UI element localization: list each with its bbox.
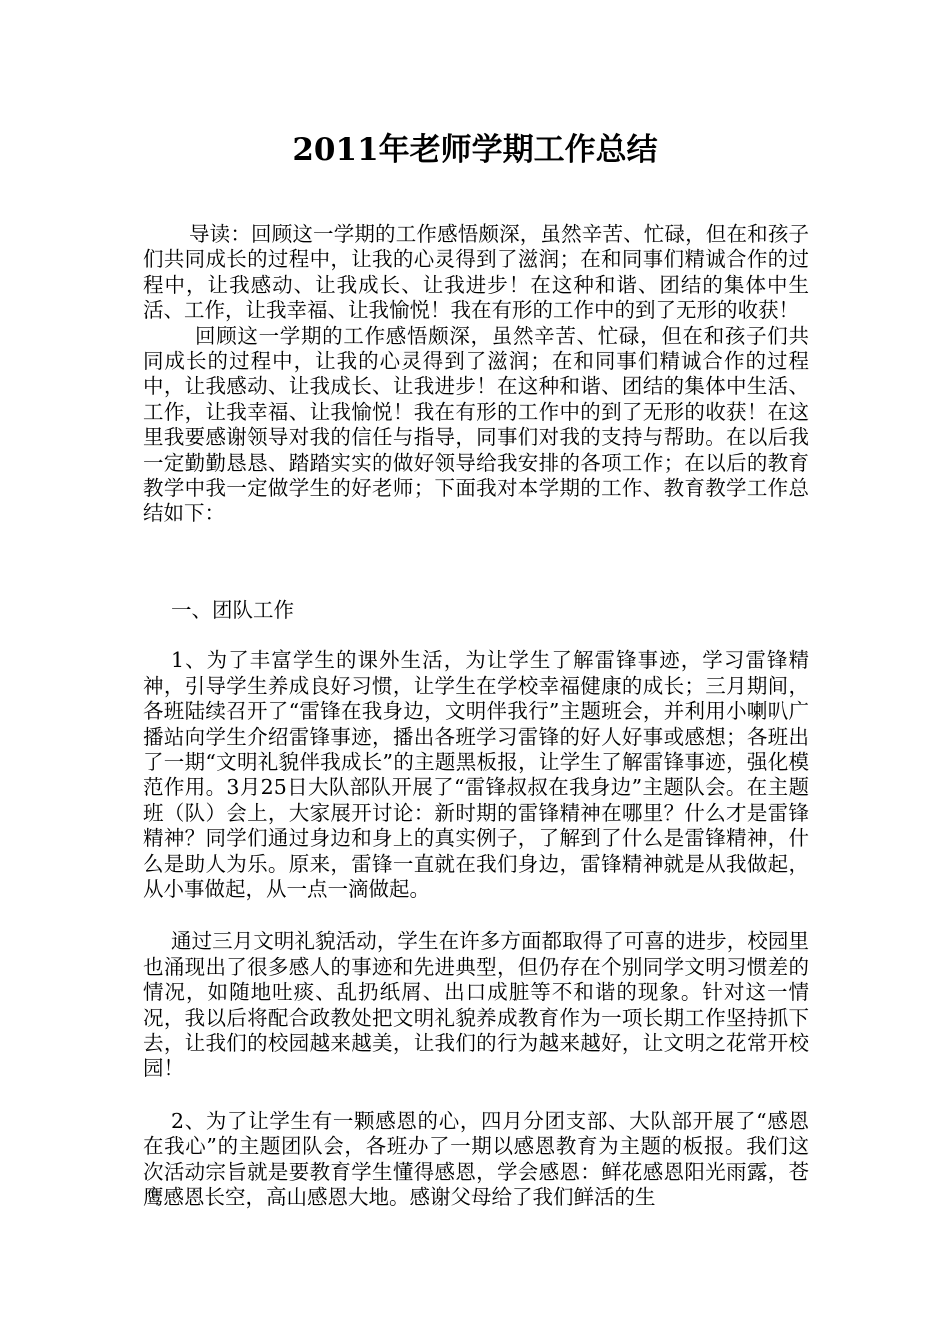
document-body xyxy=(143,222,809,1210)
document-title: 2011年老师学期工作总结 xyxy=(292,132,658,168)
spacer xyxy=(143,902,809,929)
lead-paragraph: 导读：回顾这一学期的工作感悟颇深，虽然辛苦、忙碌，但在和孩子们共同成长的过程中，让我的心灵得到了滋润；在和同事们精诚合作的过程中，让我感动、让我成长、让我进步！在这种和谐、团结的集体中生活、工作，让我幸福、让我愉悦！我在有形的工作中的到了无形的收获！ xyxy=(143,222,809,323)
spacer xyxy=(143,623,809,648)
spacer xyxy=(143,527,809,598)
intro-paragraph: 回顾这一学期的工作感悟颇深，虽然辛苦、忙碌，但在和孩子们共同成长的过程中，让我的心灵得到了滋润；在和同事们精诚合作的过程中，让我感动、让我成长、让我进步！在这种和谐、团结的集体中生活、工作，让我幸福、让我愉悦！我在有形的工作中的到了无形的收获！在这里我要感谢领导对我的信任与指导，同事们对我的支持与帮助。在以后我一定勤勤恳恳、踏踏实实的做好领导给我安排的各项工作；在以后的教育教学中我一定做学生的好老师；下面我对本学期的工作、教育教学工作总结如下： xyxy=(143,323,809,526)
item-1-paragraph: 1、为了丰富学生的课外生活，为让学生了解雷锋事迹，学习雷锋精神，引导学生养成良好习惯，让学生在学校幸福健康的成长；三月期间，各班陆续召开了“雷锋在我身边，文明伴我行”主题班会，并利用小喇叭广播站向学生介绍雷锋事迹，播出各班学习雷锋的好人好事或感想；各班出了一期“文明礼貌伴我成长”的主题黑板报，让学生了解雷锋事迹，强化模范作用。3月25日大队部队开展了“雷锋叔叔在我身边”主题队会。在主题班（队）会上，大家展开讨论：新时期的雷锋精神在哪里？什么才是雷锋精神？同学们通过身边和身上的真实例子，了解到了什么是雷锋精神，什么是助人为乐。原来，雷锋一直就在我们身边，雷锋精神就是从我做起，从小事做起，从一点一滴做起。 xyxy=(143,648,809,901)
item-2-paragraph: 2、为了让学生有一颗感恩的心，四月分团支部、大队部开展了“感恩在我心”的主题团队会，各班办了一期以感恩教育为主题的板报。我们这次活动宗旨就是要教育学生懂得感恩，学会感恩：鲜花感恩阳光雨露，苍鹰感恩长空，高山感恩大地。感谢父母给了我们鲜活的生 xyxy=(143,1108,809,1209)
item-1-followup-paragraph: 通过三月文明礼貌活动，学生在许多方面都取得了可喜的进步，校园里也涌现出了很多感人的事迹和先进典型，但仍存在个别同学文明习惯差的情况，如随地吐痰、乱扔纸屑、出口成脏等不和谐的现象。针对这一情况，我以后将配合政教处把文明礼貌养成教育作为一项长期工作坚持抓下去，让我们的校园越来越美，让我们的行为越来越好，让文明之花常开校园！ xyxy=(143,929,809,1081)
section-heading: 一、团队工作 xyxy=(171,597,294,622)
spacer xyxy=(143,1082,809,1109)
